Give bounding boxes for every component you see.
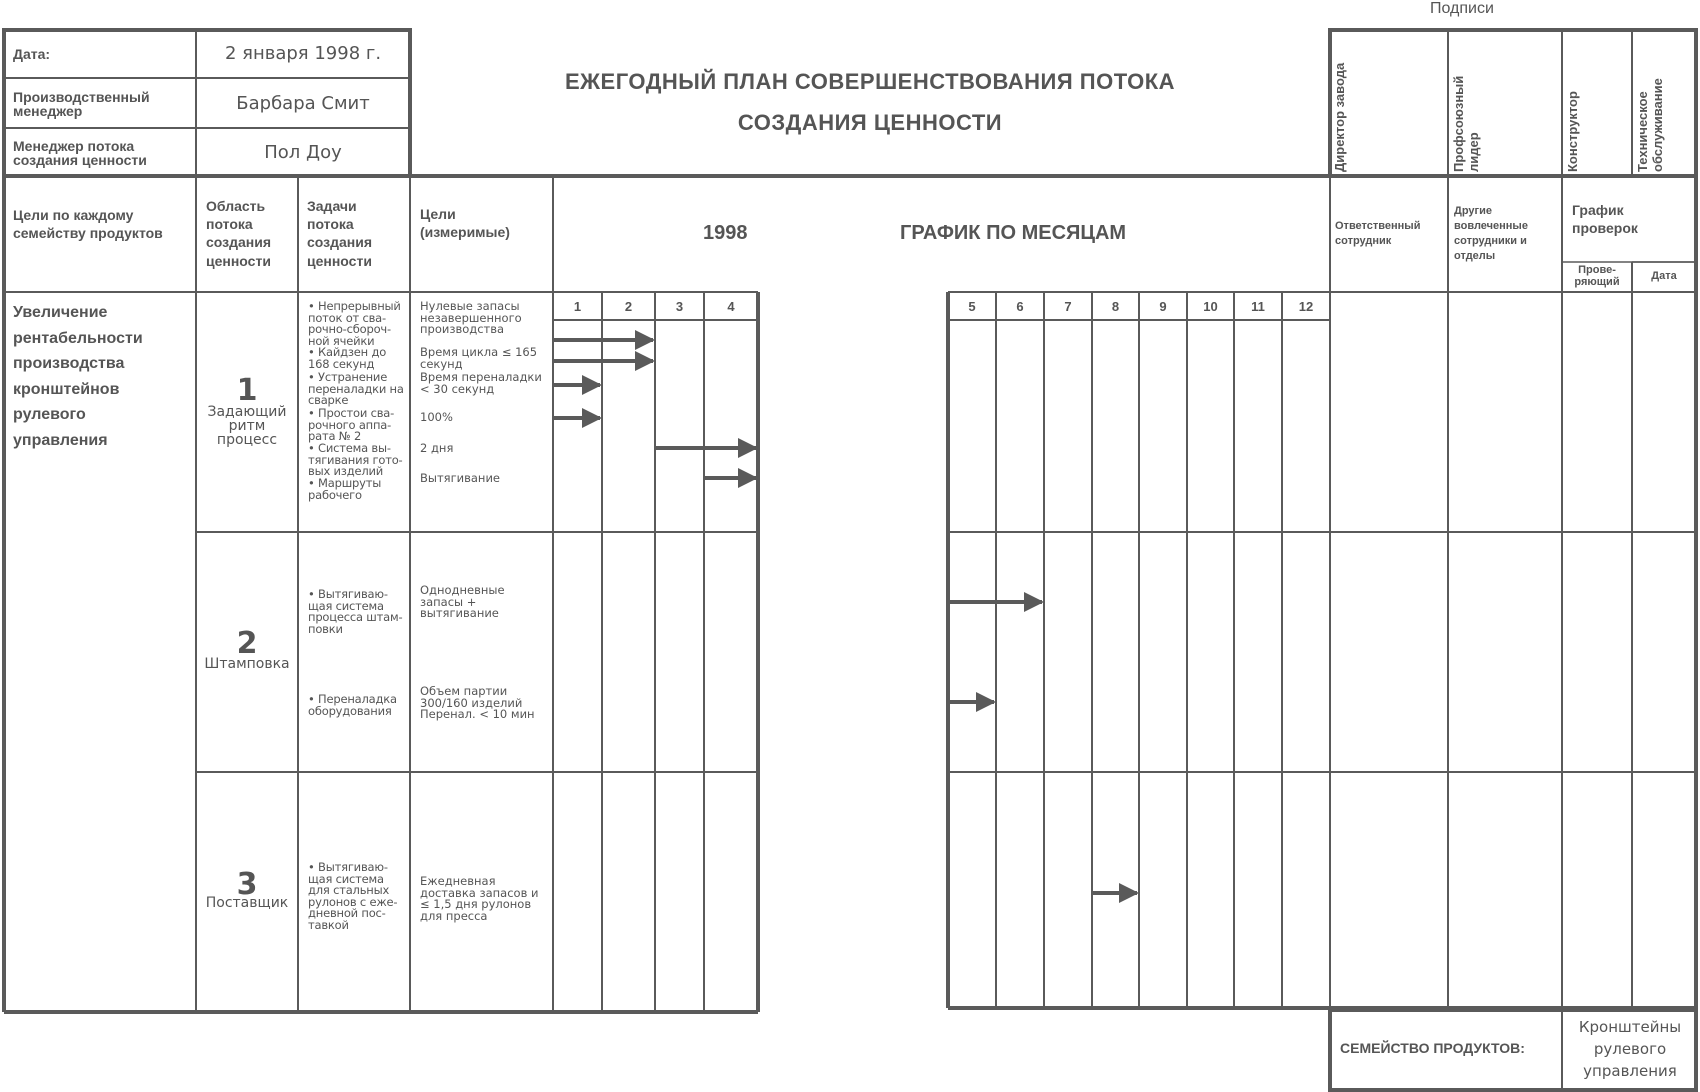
month-11: 11	[1251, 299, 1265, 314]
row1-target-4: 100%	[420, 410, 453, 424]
row3-area: Поставщик	[205, 895, 289, 911]
col-review-header: График проверок	[1572, 202, 1638, 236]
page-title: ЕЖЕГОДНЫЙ ПЛАН СОВЕРШЕНСТВОВАНИЯ ПОТОКА	[564, 69, 1176, 94]
col-tasks-header: Задачи потока создания ценности	[307, 198, 373, 269]
col-responsible-header: Ответственный сотрудник	[1335, 220, 1421, 247]
col-reviewer-header: Прове-ряющий	[1574, 264, 1620, 288]
row1-task-3: • Устранение переналадки на сварке	[308, 370, 404, 407]
row1-target-5: 2 дня	[420, 441, 454, 455]
sign-union-leader: Профсоюзный лидер	[1451, 75, 1481, 172]
row1-target-3: Время переналадки < 30 секунд	[420, 370, 542, 396]
sign-maintenance: Техническое обслуживание	[1635, 78, 1665, 172]
row1-target-6: Вытягивание	[420, 471, 500, 485]
month-3: 3	[675, 299, 684, 314]
row3-target-1: Ежедневная доставка запасов и ≤ 1,5 дня рулонов для пресса	[420, 874, 539, 923]
production-manager-label: Производственный менеджер	[13, 89, 150, 119]
row2-task-2: • Переналадка оборудования	[308, 692, 397, 718]
row1-target-1: Нулевые запасы незавершенного производства	[420, 299, 522, 336]
month-8: 8	[1111, 299, 1120, 314]
row1-task-2: • Кайдзен до 168 секунд	[308, 345, 387, 371]
product-family-label: СЕМЕЙСТВО ПРОДУКТОВ:	[1340, 1040, 1525, 1056]
production-manager-value: Барбара Смит	[236, 93, 370, 114]
sign-plant-director: Директор завода	[1332, 62, 1347, 172]
row1-number: 1	[236, 373, 258, 408]
month-1: 1	[573, 299, 582, 314]
row2-target-2: Объем партии 300/160 изделий Перенал. < 10 мин	[420, 684, 535, 721]
month-10: 10	[1203, 299, 1218, 314]
month-7: 7	[1064, 299, 1072, 314]
row1-target-2: Время цикла ≤ 165 секунд	[420, 345, 538, 371]
row1-area: Задающий ритм процесс	[207, 404, 287, 448]
row3-task-1: • Вытягиваю-щая система для стальных рулонов с еже-дневной пос-тавкой	[308, 860, 398, 932]
product-family-value: Кронштейны рулевого управления	[1578, 1018, 1682, 1080]
col-others-header: Другие вовлеченные сотрудники и отделы	[1454, 205, 1528, 262]
date-label: Дата:	[13, 46, 51, 62]
row2-task-1: • Вытягиваю-щая система процесса штам-повки	[308, 587, 403, 636]
col-area-header: Область потока создания ценности	[206, 198, 272, 269]
month-9: 9	[1159, 299, 1167, 314]
page-title-line2: СОЗДАНИЯ ЦЕННОСТИ	[737, 110, 1003, 135]
row1-task-4: • Простои сва-рочного аппа-рата № 2	[308, 406, 395, 443]
row1-task-6: • Маршруты рабочего	[308, 476, 382, 502]
month-12: 12	[1298, 299, 1314, 314]
goal-text: Увеличение рентабельности производства кронштейнов рулевого управления	[13, 304, 143, 449]
vs-manager-value: Пол Доу	[264, 142, 342, 163]
schedule-title: ГРАФИК ПО МЕСЯЦАМ	[900, 222, 1127, 244]
sign-designer: Конструктор	[1565, 91, 1580, 172]
date-value: 2 января 1998 г.	[224, 43, 382, 64]
col-date-header: Дата	[1651, 270, 1677, 282]
row2-number: 2	[236, 626, 258, 661]
col-goals-header: Цели по каждому семейству продуктов	[13, 207, 163, 241]
month-2: 2	[624, 299, 633, 314]
col-targets-header: Цели (измеримые)	[420, 206, 510, 241]
row1-task-5: • Система вы-тягивания гото-вых изделий	[308, 441, 403, 478]
row2-area: Штамповка	[204, 656, 290, 672]
month-6: 6	[1016, 299, 1024, 314]
row3-number: 3	[236, 867, 258, 902]
signatures-label: Подписи	[1430, 0, 1494, 17]
row1-task-1: • Непрерывный поток от сва-рочно-сбороч-ной ячейки	[308, 299, 401, 348]
year-label: 1998	[703, 222, 748, 244]
vs-manager-label: Менеджер потока создания ценности	[13, 138, 147, 168]
month-4: 4	[727, 299, 735, 314]
month-5: 5	[968, 299, 976, 314]
row2-target-1: Однодневные запасы + вытягивание	[420, 583, 505, 620]
